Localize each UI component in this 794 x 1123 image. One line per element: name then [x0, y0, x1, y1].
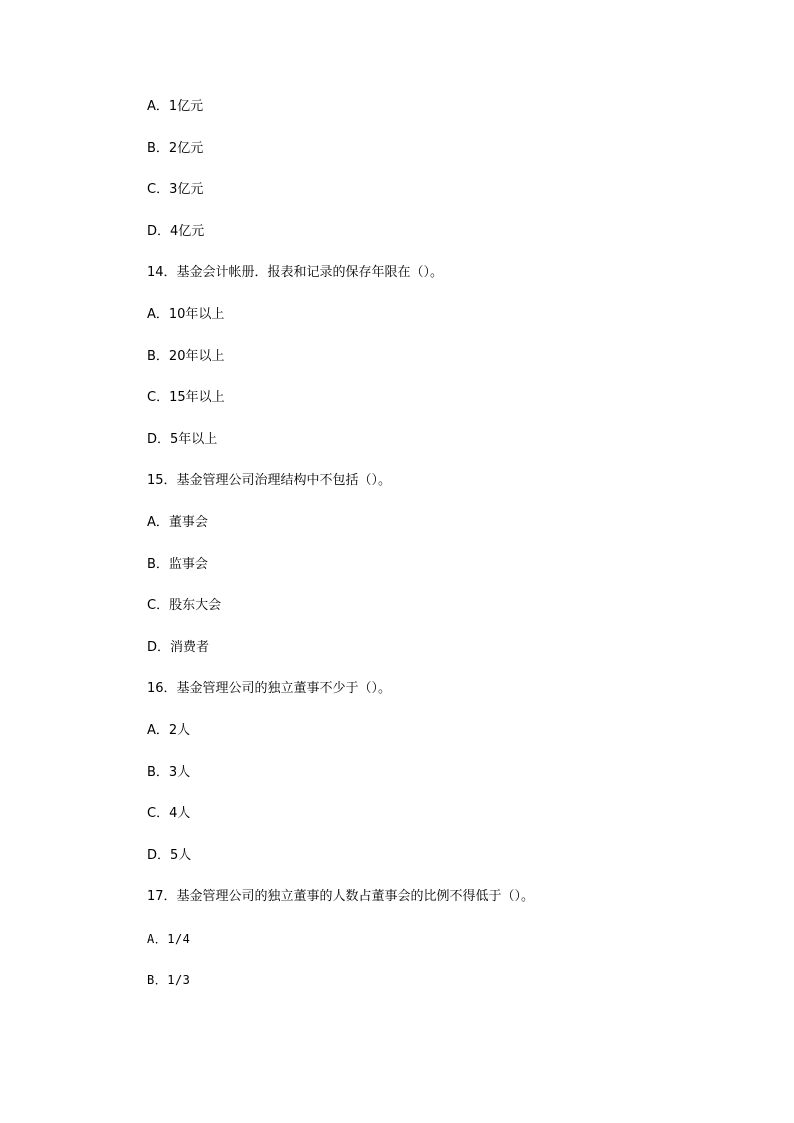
option-line: B．1/3 [147, 973, 191, 988]
option-line: D．消费者 [147, 639, 210, 655]
question-line: 14．基金会计帐册．报表和记录的保存年限在（）。 [147, 265, 444, 281]
document-body [147, 97, 747, 1012]
option-line: B．3人 [147, 764, 191, 780]
option-line: A．1/4 [147, 931, 191, 946]
question-line: 15．基金管理公司治理结构中不包括（）。 [147, 473, 392, 489]
option-line: A．董事会 [147, 514, 208, 530]
option-line: A．1亿元 [147, 99, 204, 114]
question-line: 16．基金管理公司的独立董事不少于（）。 [147, 681, 392, 697]
option-line: D．5年以上 [147, 431, 218, 447]
option-line: B．监事会 [147, 556, 208, 572]
option-line: C．3亿元 [147, 182, 204, 198]
option-line: B．20年以上 [147, 348, 225, 364]
option-line: D．4亿元 [147, 223, 205, 239]
option-line: C．4人 [147, 806, 191, 822]
option-line: C．15年以上 [147, 390, 225, 406]
option-line: A．2人 [147, 722, 191, 738]
option-line: A．10年以上 [147, 306, 225, 322]
question-line: 17．基金管理公司的独立董事的人数占董事会的比例不得低于（）。 [147, 889, 535, 905]
option-line: B．2亿元 [147, 140, 204, 156]
option-line: D．5人 [147, 847, 192, 863]
option-line: C．股东大会 [147, 598, 222, 614]
